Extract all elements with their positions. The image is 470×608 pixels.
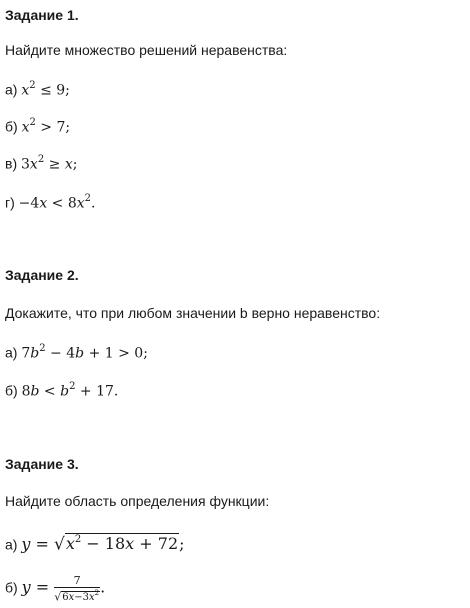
- task1-item-b: б) $x^2 > 7$;: [5, 117, 71, 136]
- fraction-expression: $\frac{7}{√6x-3x^2}$: [54, 574, 100, 604]
- task1-item-a: а) $x^2 \le 9$;: [5, 80, 70, 99]
- item-label: б): [5, 579, 22, 596]
- task3-item-a: а) $y = √x^2 - 18x + 72$;: [5, 534, 185, 555]
- sqrt-expression: $√x^2 - 18x + 72$: [53, 534, 179, 555]
- task3-prompt: Найдите область определения функции:: [5, 493, 270, 509]
- task1-item-c: в) $3x^2 \ge x$;: [5, 154, 78, 173]
- task2-heading: Задание 2.: [5, 267, 79, 283]
- task1-item-d: $г) -4x < 8x^2$.: [5, 193, 96, 212]
- item-label: а): [5, 81, 22, 98]
- item-label: в): [5, 155, 21, 172]
- task2-item-a: а) $7b^2 - 4b + 1 > 0$;: [5, 343, 148, 362]
- task3-heading: Задание 3.: [5, 456, 79, 472]
- item-label: а): [5, 344, 22, 361]
- task2-prompt: Докажите, что при любом значении b верно неравенство:: [5, 305, 381, 321]
- item-label: б): [5, 118, 22, 135]
- item-label: г): [5, 194, 19, 211]
- task2-item-b: б) $8b < b^2 + 17$.: [5, 381, 119, 400]
- task1-heading: Задание 1.: [5, 7, 79, 23]
- item-label: а): [5, 536, 22, 553]
- task3-item-b: б) y = $\frac{7}{√6x-3x^2}$ .: [5, 574, 106, 604]
- task1-prompt: Найдите множество решений неравенства:: [5, 42, 288, 58]
- item-label: б): [5, 382, 22, 399]
